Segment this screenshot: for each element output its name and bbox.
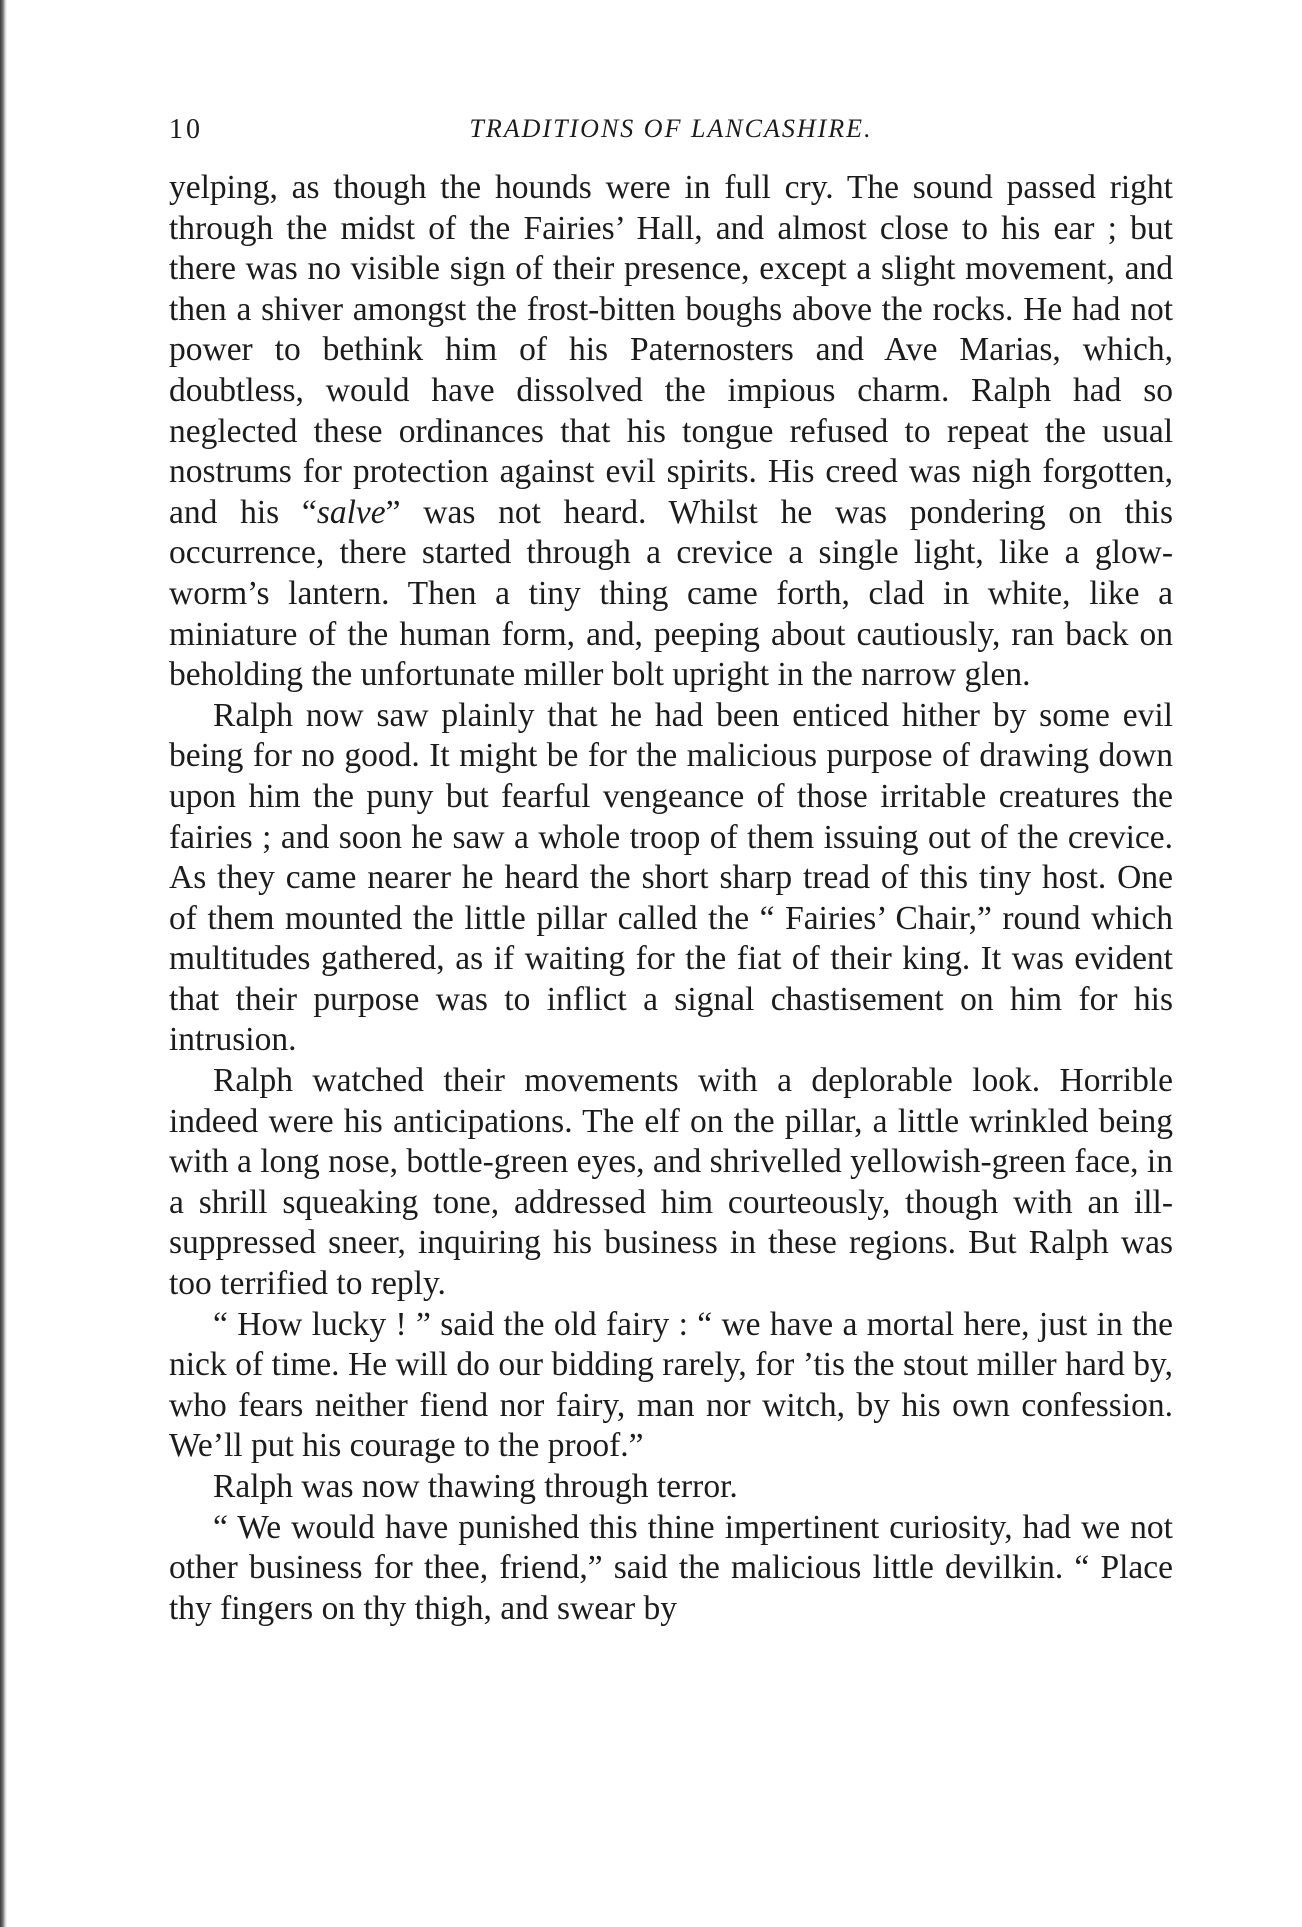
- paragraph-1-italic-word: salve: [316, 493, 386, 531]
- paragraph-1-text-after: ” was not heard. Whilst he was pondering on this occurrence, there started through a crevice a single light, like a glow-worm’s lantern. Then a tiny thing came forth, clad in white, like a miniature of the human form, and, peeping about cautiously, ran back on beholding the unfortunate miller bolt upright in the narrow glen.: [169, 493, 1173, 694]
- page-binding-edge: [0, 0, 7, 1927]
- body-text: [169, 168, 1173, 1629]
- paragraph-6: “ We would have punished this thine impertinent curiosity, had we not other business for thee, friend,” said the malicious little devilkin. “ Place thy fingers on thy thigh, and swear by: [169, 1508, 1173, 1627]
- page-number: 10: [169, 114, 203, 145]
- book-page: [169, 110, 1173, 1629]
- paragraph-4: “ How lucky ! ” said the old fairy : “ we have a mortal here, just in the nick of time. He will do our bidding rarely, for ’tis the stout miller hard by, who fears neither fiend nor fairy, man nor witch, by his own confession. We’ll put his courage to the proof.”: [169, 1305, 1173, 1465]
- paragraph-3: Ralph watched their movements with a deplorable look. Horrible indeed were his anticipations. The elf on the pillar, a little wrinkled being with a long nose, bottle-green eyes, and shrivelled yellowish-green face, in a shrill squeaking tone, addressed him courteously, though with an ill-suppressed sneer, inquiring his business in these regions. But Ralph was too terrified to reply.: [169, 1062, 1173, 1303]
- running-title: TRADITIONS OF LANCASHIRE.: [469, 114, 873, 143]
- paragraph-2: Ralph now saw plainly that he had been enticed hither by some evil being for no good. It might be for the malicious purpose of drawing down upon him the puny but fearful vengeance of those irritable creatures the fairies ; and soon he saw a whole troop of them issuing out of the crevice. As they came nearer he heard the short sharp tread of this tiny host. One of them mounted the little pillar called the “ Fairies’ Chair,” round which multitudes gathered, as if waiting for the fiat of their king. It was evident that their purpose was to inflict a signal chastisement on him for his intrusion.: [169, 696, 1173, 1059]
- running-header: [169, 110, 1173, 150]
- paragraph-1: [169, 168, 1173, 696]
- paragraph-5: Ralph was now thawing through terror.: [213, 1468, 738, 1505]
- paragraph-1-text-before: yelping, as though the hounds were in full cry. The sound passed right through the midst of the Fairies’ Hall, and almost close to his ear ; but there was no visible sign of their presence, except a slight movement, and then a shiver amongst the frost-bitten boughs above the rocks. He had not power to bethink him of his Paternosters and Ave Marias, which, doubtless, would have dissolved the impious charm. Ralph had so neglected these ordinances that his tongue refused to repeat the usual nostrums for protection against evil spirits. His creed was nigh forgotten, and his “: [169, 169, 1173, 531]
